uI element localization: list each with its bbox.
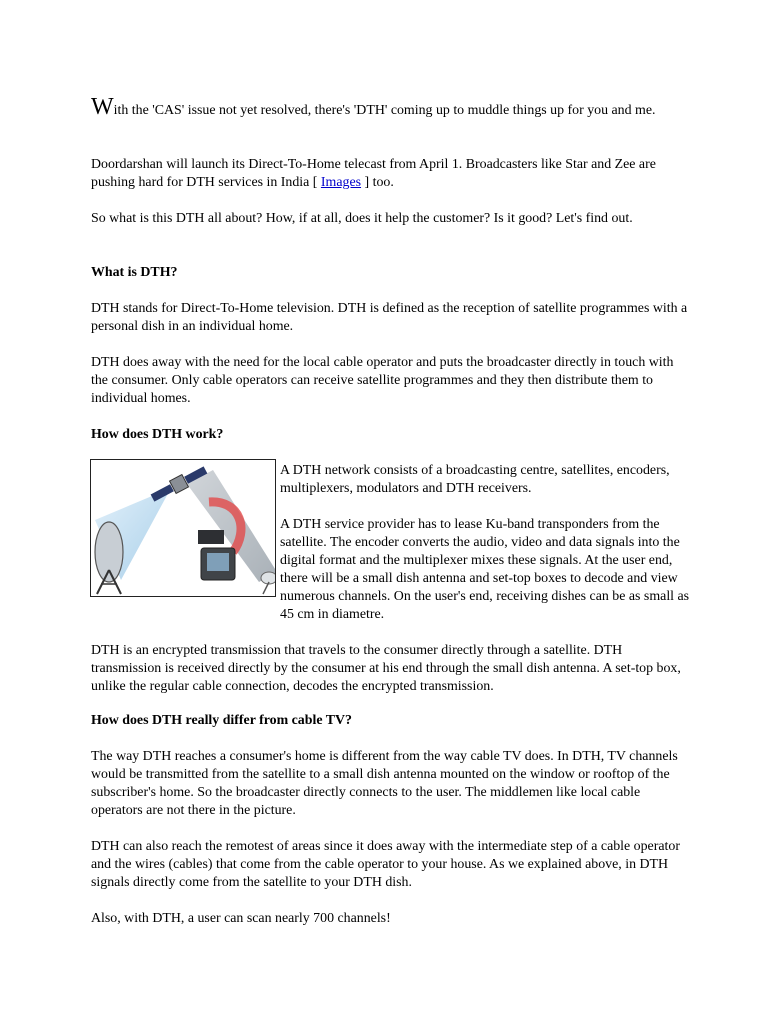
- intro-text: ith the 'CAS' issue not yet resolved, there's 'DTH' coming up to muddle things up for you and me.: [113, 103, 656, 118]
- intro-paragraph: [91, 94, 691, 120]
- dth-illustration: [90, 459, 276, 597]
- doordarshan-text: Doordarshan will launch its Direct-To-Home telecast from April 1. Broadcasters like Star and Zee are pushing hard for DTH services in India [: [91, 157, 656, 190]
- drop-cap: W: [91, 94, 114, 120]
- what-paragraph-2: DTH does away with the need for the local cable operator and puts the broadcaster directly in touch with the consumer. Only cable operators can receive satellite programmes and they then distribute them to individual homes.: [91, 355, 674, 406]
- heading-how-does-dth-work: How does DTH work?: [91, 427, 224, 442]
- satellite-dish-tv-icon: [91, 460, 275, 596]
- how-paragraph-2: A DTH service provider has to lease Ku-band transponders from the satellite. The encoder converts the audio, video and data signals into the digital format and the multiplexer mixes these signals. At the user end, there will be a small dish antenna and set-top boxes to decode and view numerous channels. On the user's end, receiving dishes can be as small as 45 cm in diametre.: [280, 517, 690, 622]
- question-paragraph: So what is this DTH all about? How, if at all, does it help the customer? Is it good? Let's find out.: [91, 211, 633, 226]
- doordarshan-text-end: ] too.: [361, 175, 394, 190]
- heading-what-is-dth: What is DTH?: [91, 265, 178, 280]
- what-paragraph-1: DTH stands for Direct-To-Home television. DTH is defined as the reception of satellite programmes with a personal dish in an individual home.: [91, 301, 688, 334]
- differ-paragraph-2: DTH can also reach the remotest of areas since it does away with the intermediate step of a cable operator and the wires (cables) that come from the cable operator to your house. As we explained above, in DTH signals directly come from the satellite to your DTH dish.: [91, 839, 680, 890]
- differ-paragraph-3: Also, with DTH, a user can scan nearly 700 channels!: [91, 911, 391, 926]
- heading-differ-from-cable: How does DTH really differ from cable TV?: [91, 713, 352, 728]
- how-paragraph-3: DTH is an encrypted transmission that travels to the consumer directly through a satellite. DTH transmission is received directly by the consumer at his end through the small dish antenna. A set-top box, unlike the regular cable connection, decodes the encrypted transmission.: [91, 643, 681, 694]
- how-paragraph-1: A DTH network consists of a broadcasting centre, satellites, encoders, multiplexers, modulators and DTH receivers.: [280, 463, 670, 496]
- doordarshan-paragraph: [91, 156, 691, 192]
- differ-paragraph-1: The way DTH reaches a consumer's home is different from the way cable TV does. In DTH, TV channels would be transmitted from the satellite to a small dish antenna mounted on the window or rooftop of the subscriber's home. So the broadcaster directly connects to the user. The middlemen like local cable operators are not there in the picture.: [91, 749, 678, 818]
- images-link[interactable]: Images: [320, 175, 362, 190]
